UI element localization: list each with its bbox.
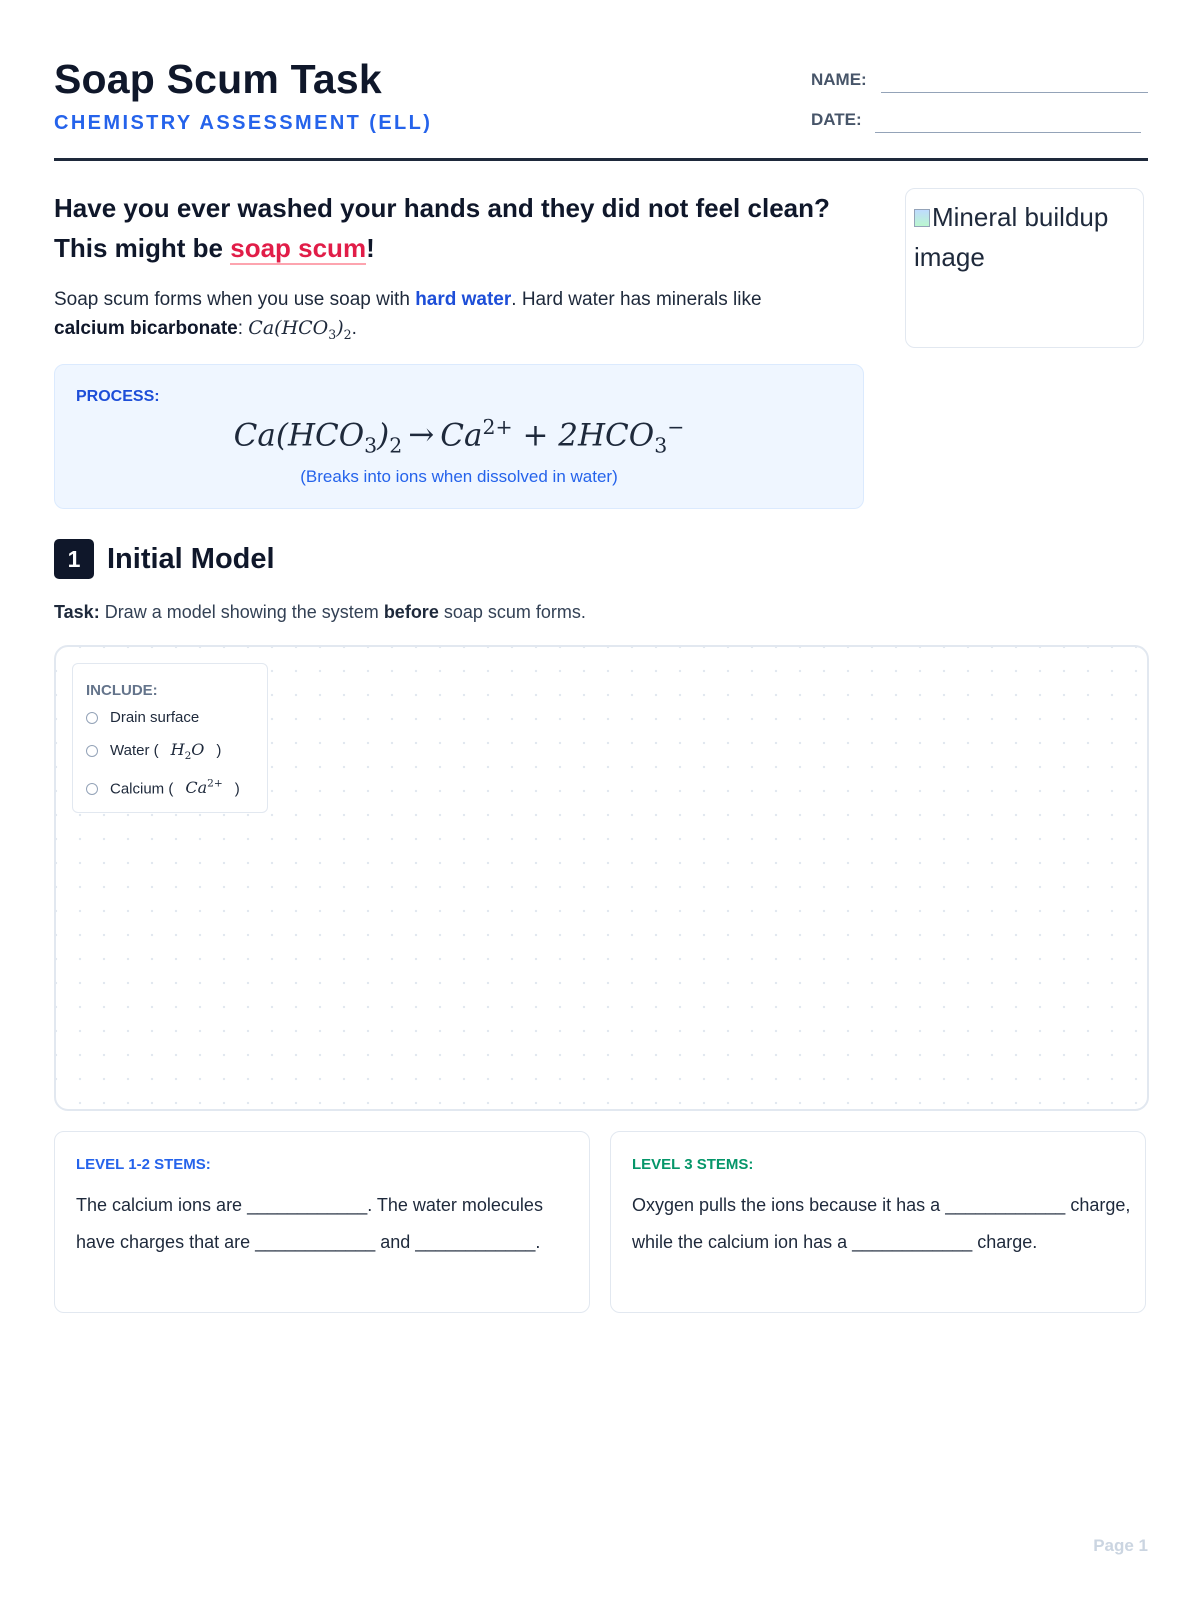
include-label: INCLUDE: bbox=[86, 682, 158, 699]
name-label: NAME: bbox=[811, 70, 867, 89]
checklist-item-close: ) bbox=[216, 742, 222, 759]
page-number: Page 1 bbox=[1093, 1536, 1148, 1555]
calcium-bicarbonate-formula: $Ca(HCO_3)_2$ bbox=[248, 317, 352, 342]
section-number-badge: 1 bbox=[54, 539, 94, 579]
intro-text-1: Soap scum forms when you use soap with bbox=[54, 289, 416, 310]
lead-line-2-pre: This might be bbox=[54, 233, 231, 263]
checklist-item-drain[interactable] bbox=[86, 707, 199, 729]
checklist-item-label: Drain surface bbox=[110, 709, 200, 726]
checklist-item-label: Water ( bbox=[110, 742, 159, 759]
calcium-ion-formula: $Ca^{2+}$ bbox=[185, 778, 223, 798]
radio-icon[interactable] bbox=[86, 745, 98, 757]
date-label: DATE: bbox=[811, 110, 862, 129]
level-1-2-sentence[interactable]: The calcium ions are ____________. The water molecules have charges that are ____________ and ____________. bbox=[76, 1195, 543, 1252]
task-before: before bbox=[383, 602, 439, 622]
calcium-bicarbonate-term: calcium bicarbonate bbox=[54, 318, 238, 339]
page-subtitle: CHEMISTRY ASSESSMENT (ELL) bbox=[54, 112, 433, 134]
checklist-item-label: Calcium ( bbox=[110, 780, 174, 798]
checklist-item-close: ) bbox=[234, 780, 240, 798]
task-instruction bbox=[54, 602, 586, 623]
hard-water-term: hard water bbox=[415, 289, 512, 310]
process-note: (Breaks into ions when dissolved in water) bbox=[300, 467, 618, 486]
page-title: Soap Scum Task bbox=[54, 56, 382, 102]
lead-question bbox=[54, 188, 864, 268]
broken-image-alt bbox=[914, 197, 1136, 277]
lead-line-1: Have you ever washed your hands and they did not feel clean? bbox=[54, 193, 830, 223]
broken-image-icon bbox=[914, 209, 930, 227]
date-line[interactable] bbox=[875, 132, 1141, 133]
dissociation-equation: $Ca(HCO_3)_2 \to Ca^{2+} + 2HCO_3^-$ bbox=[233, 415, 685, 458]
intro-colon: : bbox=[237, 318, 249, 339]
worksheet-header bbox=[54, 56, 1148, 161]
level-3-stems-card bbox=[610, 1131, 1146, 1313]
checklist-item-calcium[interactable] bbox=[86, 773, 240, 798]
drawing-area[interactable] bbox=[54, 645, 1149, 1111]
level-3-label: LEVEL 3 STEMS: bbox=[632, 1156, 754, 1173]
include-checklist bbox=[72, 663, 268, 813]
name-field[interactable] bbox=[811, 70, 1148, 100]
radio-icon[interactable] bbox=[86, 783, 98, 795]
process-box bbox=[54, 364, 864, 509]
name-line[interactable] bbox=[881, 92, 1148, 93]
intro-paragraph bbox=[54, 285, 864, 349]
task-text-1: Draw a model showing the system bbox=[99, 602, 384, 622]
section-title: Initial Model bbox=[107, 543, 275, 575]
level-1-2-label: LEVEL 1-2 STEMS: bbox=[76, 1156, 211, 1173]
level-3-sentence[interactable]: Oxygen pulls the ions because it has a ____________ charge, while the calcium ion has a ____________ charge. bbox=[632, 1195, 1131, 1252]
mineral-buildup-image bbox=[905, 188, 1144, 348]
process-label: PROCESS: bbox=[76, 388, 160, 405]
checklist-item-water[interactable] bbox=[86, 739, 221, 761]
water-formula: $H_2O$ bbox=[170, 740, 205, 763]
lead-line-2-post: ! bbox=[366, 233, 375, 263]
task-label: Task: bbox=[54, 602, 100, 622]
soap-scum-highlight: soap scum bbox=[230, 233, 367, 263]
radio-icon[interactable] bbox=[86, 712, 98, 724]
level-1-2-stems-card bbox=[54, 1131, 590, 1313]
task-text-2: soap scum forms. bbox=[438, 602, 586, 622]
intro-text-2: . Hard water has minerals like bbox=[511, 289, 762, 310]
date-field[interactable] bbox=[811, 110, 1148, 140]
image-alt-text: Mineral buildup image bbox=[914, 202, 1109, 272]
intro-period: . bbox=[351, 318, 357, 339]
